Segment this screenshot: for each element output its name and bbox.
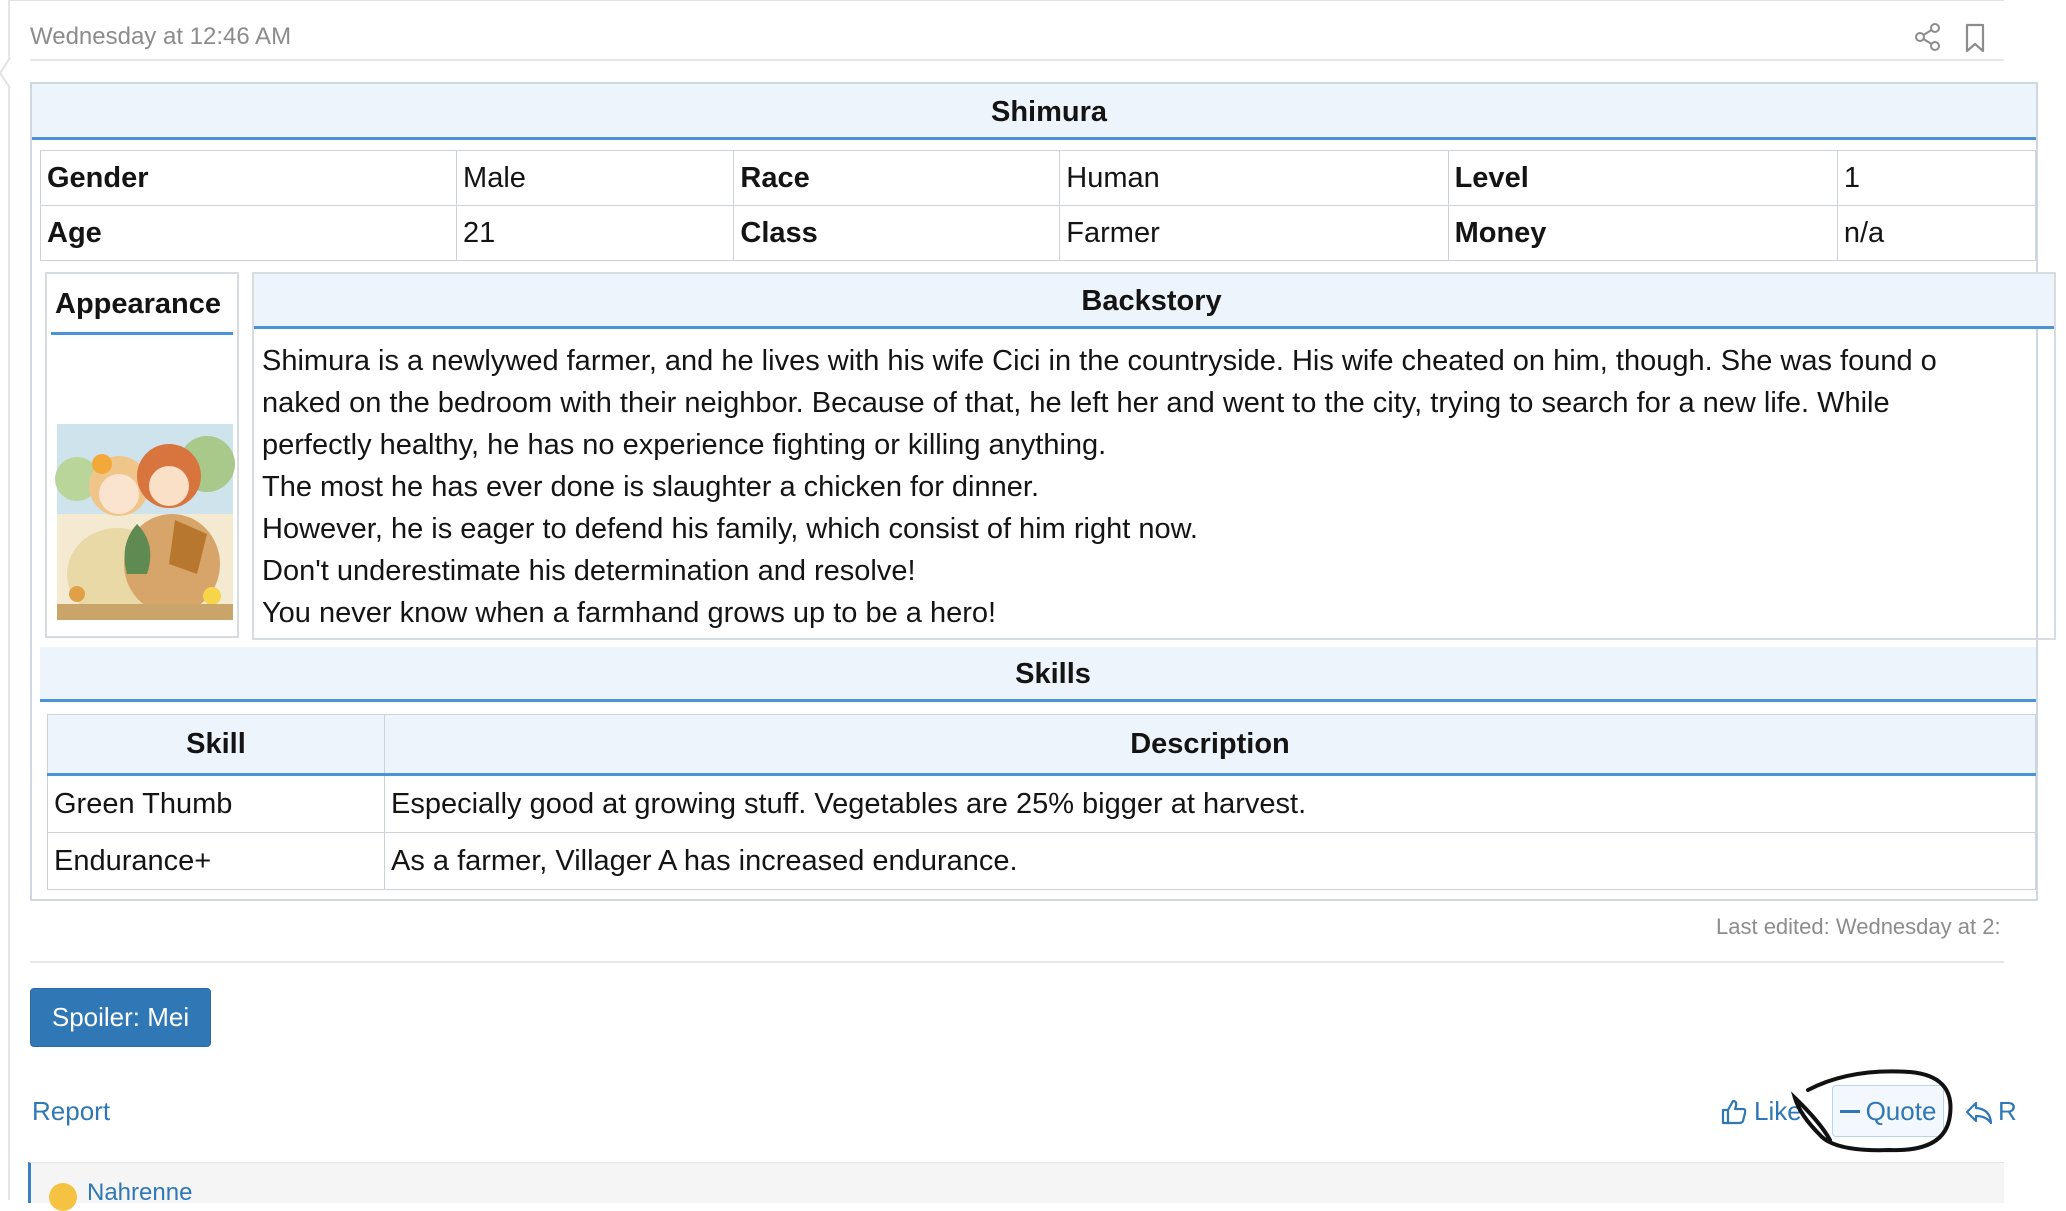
stat-label-class: Class	[734, 206, 1060, 261]
reaction-user-link[interactable]: Nahrenne	[87, 1179, 193, 1206]
backstory-line: You never know when a farmhand grows up to be a hero!	[262, 597, 997, 629]
backstory-panel	[252, 272, 2056, 640]
laughing-emoji-icon	[49, 1183, 77, 1211]
skills-title: Skills	[1015, 658, 1091, 690]
backstory-line: The most he has ever done is slaughter a chicken for dinner.	[262, 471, 1039, 503]
stat-value-race: Human	[1060, 151, 1448, 206]
last-edited-note: Last edited: Wednesday at 2:	[1716, 914, 2001, 939]
backstory-line: Shimura is a newlywed farmer, and he lives with his wife Cici in the countryside. His wife cheated on him, though. She was found o	[262, 345, 1937, 377]
post-footer-divider	[30, 961, 2004, 963]
stat-label-money: Money	[1448, 206, 1837, 261]
stat-value-level: 1	[1837, 151, 2035, 206]
character-portrait[interactable]	[57, 424, 233, 620]
backstory-line: However, he is eager to defend his family, which consist of him right now.	[262, 513, 1198, 545]
backstory-line: naked on the bedroom with their neighbor. Because of that, he left her and went to the city, trying to search for a new life. While	[262, 387, 1890, 419]
backstory-line: perfectly healthy, he has no experience fighting or killing anything.	[262, 429, 1107, 461]
reactions-bar	[28, 1162, 2004, 1206]
skills-column-description: Description	[384, 715, 2035, 775]
stats-row	[41, 151, 2036, 206]
skills-table	[47, 714, 2036, 890]
skills-column-skill: Skill	[48, 715, 385, 775]
post-left-rule	[8, 0, 10, 1200]
appearance-label: Appearance	[55, 288, 222, 320]
stats-row	[41, 206, 2036, 261]
post-top-border	[8, 0, 2004, 1]
hand-drawn-circle-annotation	[1790, 1060, 1962, 1160]
stat-label-age: Age	[41, 206, 457, 261]
thumbs-up-icon	[1720, 1098, 1748, 1126]
stat-label-race: Race	[734, 151, 1060, 206]
character-sheet	[30, 82, 2038, 901]
skill-description: Especially good at growing stuff. Vegetables are 25% bigger at harvest.	[384, 775, 2035, 833]
like-label: Like	[1754, 1096, 1802, 1126]
sheet-title-bar	[32, 84, 2036, 140]
backstory-header	[254, 274, 2054, 329]
reply-button[interactable]	[1964, 1096, 2017, 1127]
reply-label: R	[1998, 1096, 2017, 1126]
stat-value-class: Farmer	[1060, 206, 1448, 261]
stat-value-money: n/a	[1837, 206, 2035, 261]
character-name: Shimura	[990, 96, 1108, 128]
stat-label-level: Level	[1448, 151, 1837, 206]
skills-header-row	[48, 715, 2036, 775]
stat-value-gender: Male	[457, 151, 734, 206]
appearance-header	[51, 278, 233, 335]
skills-header	[40, 647, 2036, 702]
share-icon[interactable]	[1914, 22, 1942, 52]
post-arrow-notch	[0, 58, 10, 88]
spoiler-button[interactable]: Spoiler: Mei	[30, 988, 211, 1047]
backstory-text	[262, 340, 2052, 634]
report-link[interactable]: Report	[32, 1096, 111, 1126]
post-header-divider	[30, 59, 2004, 61]
appearance-panel	[45, 272, 239, 638]
quote-label: Quote	[1865, 1095, 1937, 1126]
skill-description: As a farmer, Villager A has increased endurance.	[384, 833, 2035, 890]
stat-value-age: 21	[457, 206, 734, 261]
table-row	[48, 775, 2036, 833]
post-date[interactable]: Wednesday at 12:46 AM	[30, 23, 292, 50]
stat-label-gender: Gender	[41, 151, 457, 206]
reply-arrow-icon	[1964, 1098, 1994, 1126]
stats-table	[40, 150, 2036, 261]
skill-name: Green Thumb	[48, 775, 385, 833]
backstory-title: Backstory	[1081, 285, 1222, 317]
backstory-line: Don't underestimate his determination and resolve!	[262, 555, 916, 587]
bookmark-icon[interactable]	[1962, 22, 1988, 54]
table-row	[48, 833, 2036, 890]
skill-name: Endurance+	[48, 833, 385, 890]
